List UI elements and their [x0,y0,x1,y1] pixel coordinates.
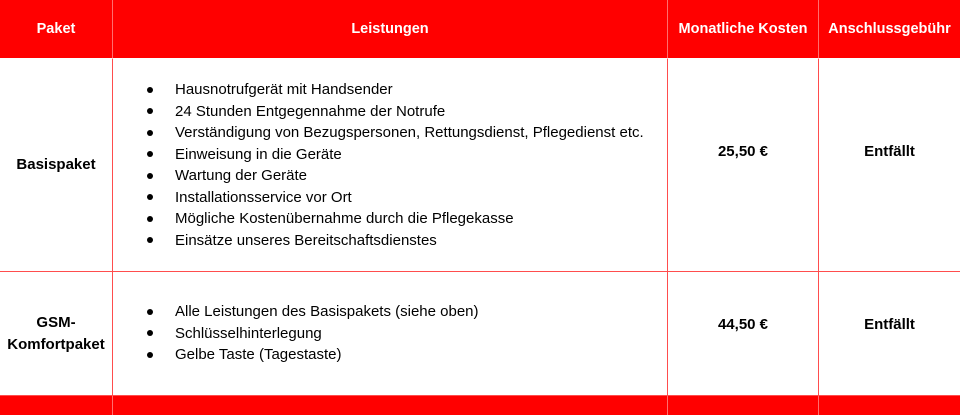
bullet-icon [147,309,153,315]
price-value: 44,50 € [717,316,769,333]
service-text: Schlüsselhinterlegung [175,324,322,342]
header-leistungen: Leistungen [113,0,668,59]
service-text: Verständigung von Bezugspersonen, Rettungsdienst, Pflegedienst etc. [175,124,644,141]
bullet-icon [147,108,153,114]
price-basispaket [668,59,819,272]
header-monatliche-kosten: Monatliche Kosten [668,0,819,59]
bullet-icon [147,352,153,358]
bullet-icon [147,173,153,179]
fee-value: Entfällt [864,316,915,333]
package-name-gsm-komfortpaket [0,272,113,396]
services-list [113,79,644,251]
bullet-icon [147,151,153,157]
service-text: Wartung der Geräte [175,167,308,184]
footer-band-col1 [0,396,113,415]
service-text: Gelbe Taste (Tagestaste) [175,346,342,364]
services-gsm-komfortpaket [113,272,668,396]
list-item [147,344,479,366]
service-text: Installationsservice vor Ort [175,188,352,206]
bullet-icon [147,194,153,200]
footer-band-col2 [113,396,668,415]
list-item [147,144,644,166]
service-text: Einsätze unseres Bereitschaftsdienstes [175,231,437,249]
list-item [147,79,644,101]
list-item [147,230,644,252]
service-text: 24 Stunden Entgegennahme der Notrufe [175,102,446,120]
header-paket: Paket [0,0,113,59]
package-name-wrap [7,312,105,356]
package-name-basispaket [0,59,113,272]
fee-gsm-komfortpaket [819,272,960,396]
package-name-line1: Basispaket [16,156,96,173]
list-item [147,187,644,209]
list-item [147,323,479,345]
fee-value: Entfällt [864,143,915,160]
footer-band-col4 [819,396,960,415]
bullet-icon [147,330,153,336]
list-item [147,165,644,187]
price-value: 25,50 € [717,143,769,160]
bullet-icon [147,216,153,222]
package-name-line1: GSM- [36,313,76,331]
service-text: Einweisung in die Geräte [175,145,342,163]
service-text: Mögliche Kostenübernahme durch die Pflegekasse [175,210,514,227]
fee-basispaket [819,59,960,272]
footer-band-col3 [668,396,819,415]
service-text: Alle Leistungen des Basispakets (siehe oben) [175,303,479,321]
list-item [147,101,644,123]
list-item [147,122,644,144]
bullet-icon [147,130,153,136]
list-item [147,208,644,230]
list-item [147,301,479,323]
services-list [113,301,479,366]
package-name-line2: Komfortpaket [7,335,105,353]
header-anschlussgebuehr: Anschlussgebühr [819,0,960,59]
price-gsm-komfortpaket [668,272,819,396]
bullet-icon [147,87,153,93]
bullet-icon [147,237,153,243]
services-basispaket [113,59,668,272]
service-text: Hausnotrufgerät mit Handsender [175,81,393,98]
